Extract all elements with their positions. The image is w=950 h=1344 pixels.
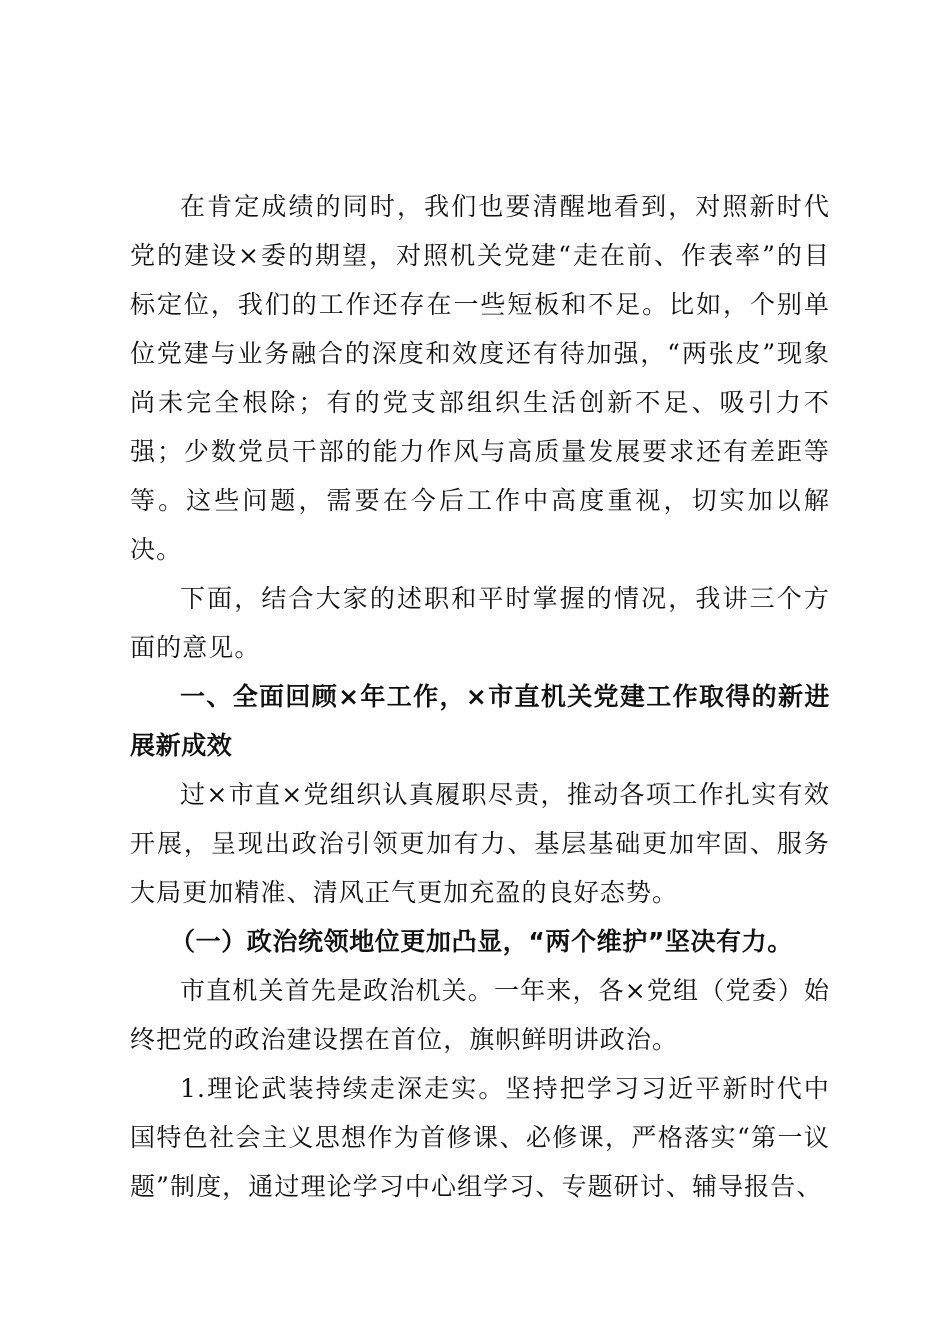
paragraph-review-summary: 过×市直×党组织认真履职尽责，推动各项工作扎实有效开展，呈现出政治引领更加有力、基层基础更加牢固、服务大局更加精准、清风正气更加充盈的良好态势。 bbox=[130, 780, 830, 907]
paragraph-shortcomings: 在肯定成绩的同时，我们也要清醒地看到，对照新时代党的建设×委的期望，对照机关党建“走在前、作表率”的目标定位，我们的工作还存在一些短板和不足。比如，个别单位党建与业务融合的深度和效度还有待加强，“两张皮”现象尚未完全根除；有的党支部组织生活创新不足、吸引力不强；少数党员干部的能力作风与高质量发展要求还有差距等等。这些问题，需要在今后工作中高度重视，切实加以解决。 bbox=[130, 192, 830, 564]
paragraph-theory-study: 1.理论武装持续走深走实。坚持把学习习近平新时代中国特色社会主义思想作为首修课、必修课，严格落实“第一议题”制度，通过理论学习中心组学习、专题研讨、辅导报告、 bbox=[130, 1074, 830, 1201]
document-body bbox=[130, 182, 830, 1211]
paragraph-political-organ: 市直机关首先是政治机关。一年来，各×党组（党委）始终把党的政治建设摆在首位，旗帜鲜明讲政治。 bbox=[130, 976, 830, 1054]
subsection-heading-political: （一）政治统领地位更加凸显，“两个维护”坚决有力。 bbox=[170, 927, 793, 956]
section-heading-review: 一、全面回顾×年工作，×市直机关党建工作取得的新进展新成效 bbox=[130, 682, 830, 760]
paragraph-three-aspects: 下面，结合大家的述职和平时掌握的情况，我讲三个方面的意见。 bbox=[130, 584, 830, 662]
